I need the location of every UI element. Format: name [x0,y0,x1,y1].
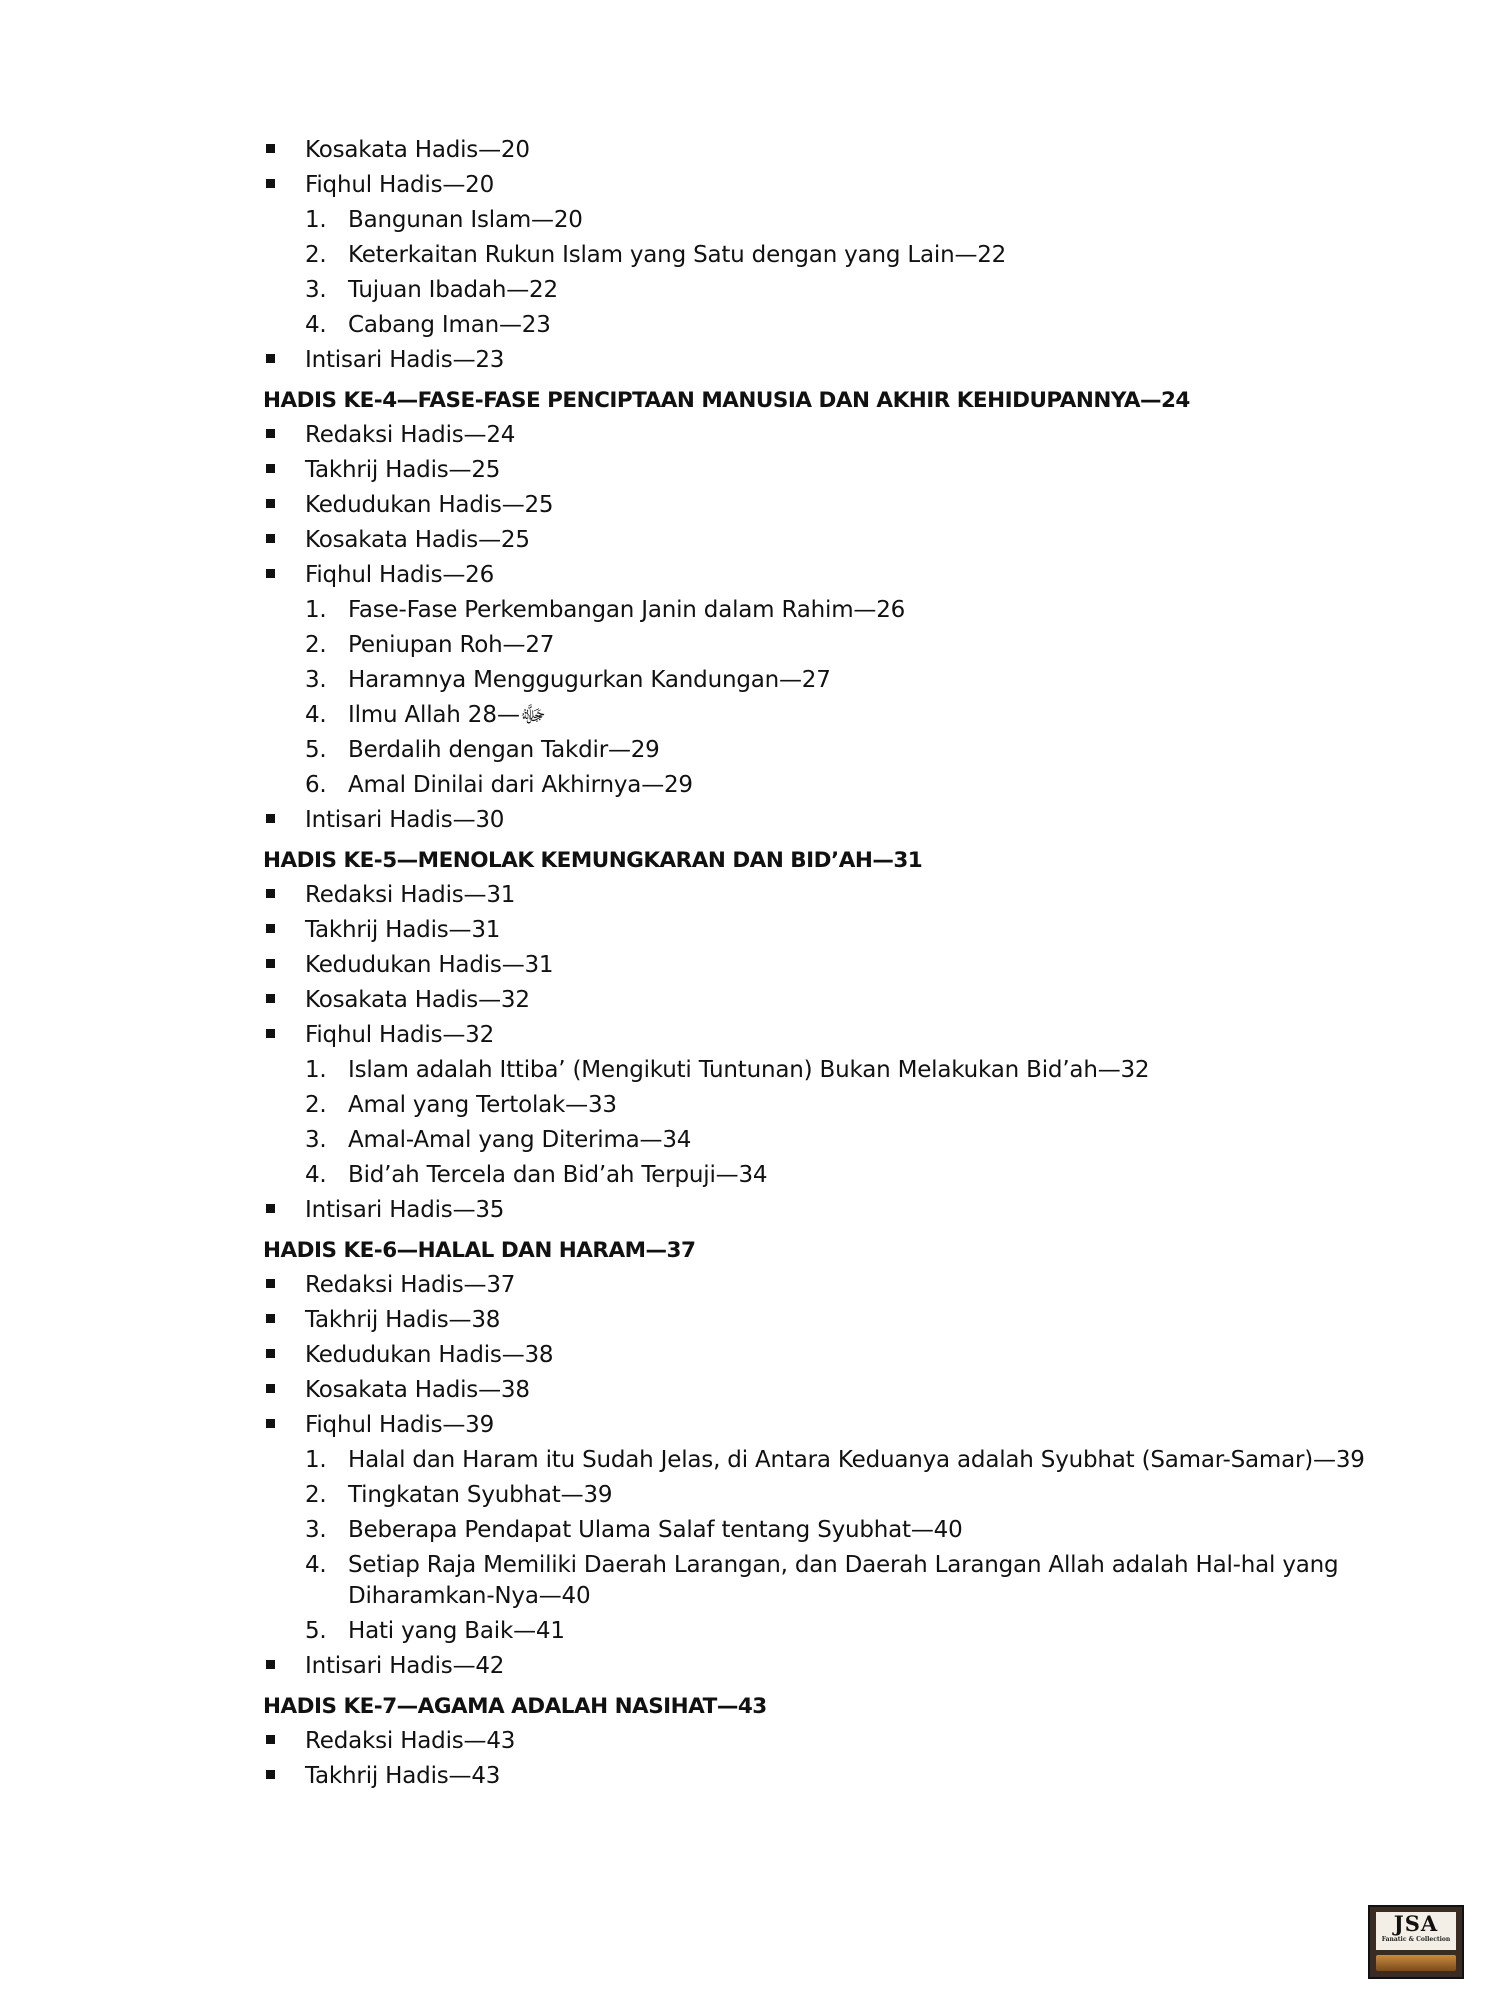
toc-bullet-item: Kosakata Hadis—25 [263,523,1373,558]
sub-item-number: 2. [305,632,327,658]
sub-item-number: 4. [305,702,327,728]
toc-sub-item [263,273,1373,308]
section-heading: HADIS KE-5—MENOLAK KEMUNGKARAN DAN BID’AH—31 [263,848,923,873]
toc-bullet-item: Kosakata Hadis—20 [263,133,1373,168]
toc-bullet-item: Fiqhul Hadis—26 [263,558,1373,593]
section-heading: HADIS KE-4—FASE-FASE PENCIPTAAN MANUSIA DAN AKHIR KEHIDUPANNYA—24 [263,388,1190,413]
sub-item-text: Islam adalah Ittiba’ (Mengikuti Tuntunan) Bukan Melakukan Bid’ah—32 [348,1057,1150,1083]
toc-bullet-item: Takhrij Hadis—43 [263,1759,1373,1794]
sub-item-text: Hati yang Baik—41 [348,1618,565,1644]
toc-bullet-item: Takhrij Hadis—38 [263,1303,1373,1338]
toc-sub-item [263,733,1373,768]
sub-item-number: 1. [305,207,327,233]
sub-item-number: 6. [305,772,327,798]
sub-item-number: 3. [305,1517,327,1543]
toc-section [263,1236,1373,1684]
sub-item-text: Ilmu Allah ﷻ—28 [348,702,547,728]
sub-item-number: 2. [305,1482,327,1508]
toc-sub-item [263,1158,1373,1193]
toc-section [263,846,1373,1228]
sub-item-number: 3. [305,277,327,303]
toc-bullet-item: Kedudukan Hadis—38 [263,1338,1373,1373]
toc-sub-item [263,663,1373,698]
sub-item-text: Bid’ah Tercela dan Bid’ah Terpuji—34 [348,1162,768,1188]
toc-sub-item [263,308,1373,343]
sub-item-text: Tujuan Ibadah—22 [348,277,558,303]
sub-item-number: 3. [305,667,327,693]
logo-title: JSA [1393,1911,1439,1936]
toc-bullet-item: Kedudukan Hadis—31 [263,948,1373,983]
toc-sub-item [263,238,1373,273]
section-heading: HADIS KE-6—HALAL DAN HARAM—37 [263,1238,696,1263]
logo-subtitle: Fanatic & Collection [1381,1936,1451,1943]
toc-sub-item [263,768,1373,803]
sub-item-number: 1. [305,1057,327,1083]
toc-sub-item [263,698,1373,733]
toc-bullet-item: Kosakata Hadis—38 [263,1373,1373,1408]
toc-sub-item [263,593,1373,628]
toc-sub-item [263,1443,1373,1478]
toc-bullet-item: Intisari Hadis—35 [263,1193,1373,1228]
sub-item-text: Halal dan Haram itu Sudah Jelas, di Antara Keduanya adalah Syubhat (Samar-Samar)—39 [348,1447,1365,1473]
sub-item-number: 5. [305,737,327,763]
sub-item-text: Keterkaitan Rukun Islam yang Satu dengan yang Lain—22 [348,242,1007,268]
toc-bullet-item: Redaksi Hadis—43 [263,1724,1373,1759]
sub-item-text: Peniupan Roh—27 [348,632,555,658]
sub-item-text: Amal-Amal yang Diterima—34 [348,1127,692,1153]
toc-sub-item [263,628,1373,663]
toc-sub-item [263,1513,1373,1548]
sub-item-text: Amal Dinilai dari Akhirnya—29 [348,772,693,798]
toc-sub-item [263,203,1373,238]
toc-bullet-item: Redaksi Hadis—37 [263,1268,1373,1303]
sub-item-number: 3. [305,1127,327,1153]
sub-item-number: 2. [305,242,327,268]
sub-item-number: 1. [305,597,327,623]
toc-section [263,133,1373,378]
toc-bullet-item: Intisari Hadis—23 [263,343,1373,378]
toc-bullet-item: Redaksi Hadis—24 [263,418,1373,453]
toc-sub-item [263,1614,1373,1649]
toc-bullet-item: Kedudukan Hadis—25 [263,488,1373,523]
toc-bullet-item: Intisari Hadis—30 [263,803,1373,838]
toc-bullet-item: Kosakata Hadis—32 [263,983,1373,1018]
publisher-logo [1368,1905,1464,1979]
toc-sub-item [263,1548,1373,1614]
toc-bullet-item: Redaksi Hadis—31 [263,878,1373,913]
toc-bullet-item: Fiqhul Hadis—39 [263,1408,1373,1443]
section-heading: HADIS KE-7—AGAMA ADALAH NASIHAT—43 [263,1694,767,1719]
sub-item-number: 2. [305,1092,327,1118]
toc-sub-item [263,1123,1373,1158]
toc-bullet-item: Fiqhul Hadis—20 [263,168,1373,203]
sub-item-number: 5. [305,1618,327,1644]
toc-section [263,1692,1373,1794]
sub-item-number: 4. [305,1162,327,1188]
sub-item-text: Haramnya Menggugurkan Kandungan—27 [348,667,831,693]
toc-bullet-item: Takhrij Hadis—31 [263,913,1373,948]
sub-item-text: Cabang Iman—23 [348,312,551,338]
sub-item-text: Fase-Fase Perkembangan Janin dalam Rahim—26 [348,597,906,623]
sub-item-text: Beberapa Pendapat Ulama Salaf tentang Syubhat—40 [348,1517,963,1543]
sub-item-number: 4. [305,1552,327,1578]
logo-base [1376,1955,1456,1971]
toc-bullet-item: Fiqhul Hadis—32 [263,1018,1373,1053]
toc-sub-item [263,1053,1373,1088]
sub-item-number: 1. [305,1447,327,1473]
logo-plate [1376,1912,1456,1950]
sub-item-text: Tingkatan Syubhat—39 [348,1482,613,1508]
toc-sub-item [263,1478,1373,1513]
sub-item-text: Berdalih dengan Takdir—29 [348,737,660,763]
sub-item-text: Amal yang Tertolak—33 [348,1092,617,1118]
sub-item-text: Setiap Raja Memiliki Daerah Larangan, dan Daerah Larangan Allah adalah Hal-hal yang Diharamkan-Nya—40 [348,1552,1339,1609]
sub-item-text: Bangunan Islam—20 [348,207,583,233]
sub-item-number: 4. [305,312,327,338]
toc-section [263,386,1373,838]
toc-sub-item [263,1088,1373,1123]
table-of-contents [263,133,1373,1798]
toc-bullet-item: Takhrij Hadis—25 [263,453,1373,488]
toc-bullet-item: Intisari Hadis—42 [263,1649,1373,1684]
